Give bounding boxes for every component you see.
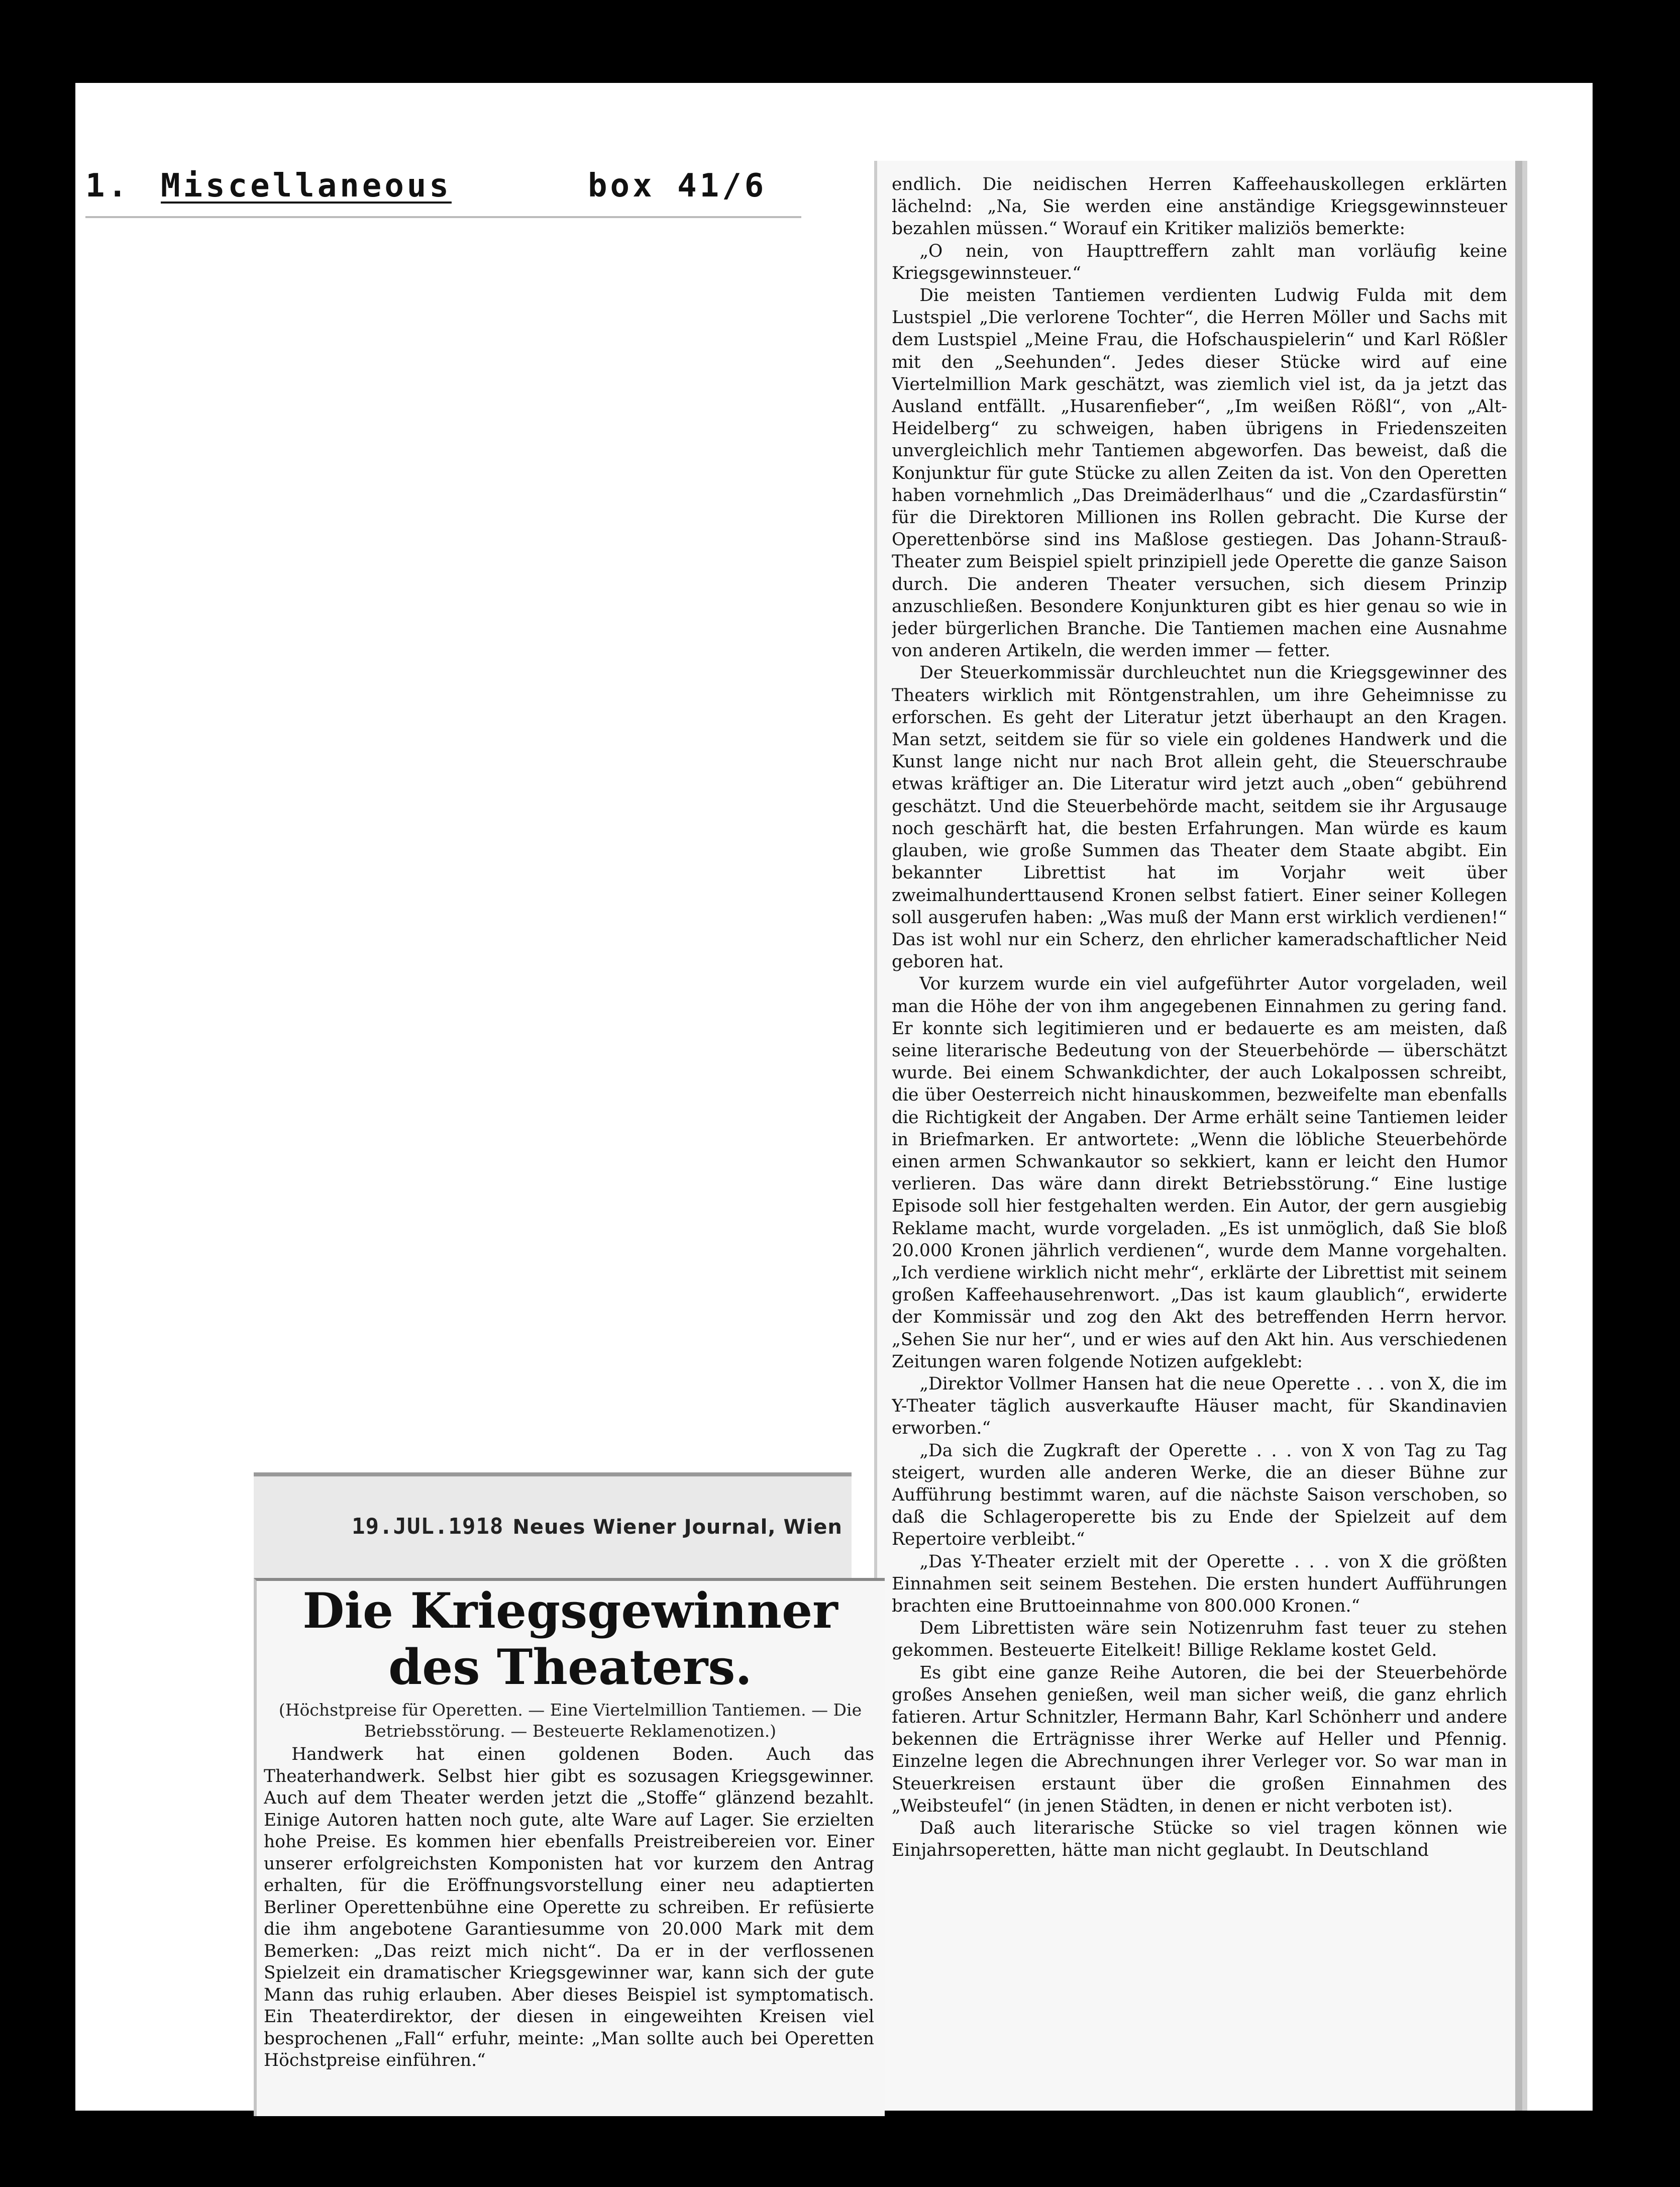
stamp-source: Neues Wiener Journal, Wien xyxy=(512,1516,843,1539)
article-right-column xyxy=(892,173,1507,2103)
paragraph: „O nein, von Haupttreffern zahlt man vorläufig keine Kriegsgewinnsteuer.“ xyxy=(892,241,1507,283)
box-label: box 41/6 xyxy=(588,167,767,205)
paragraph: endlich. Die neidischen Herren Kaffeehauskollegen erklärten lächelnd: „Na, Sie werden eine anständige Kriegsgewinnsteuer bezahlen müssen.“ Worauf ein Kritiker maliziös bemerkte: xyxy=(892,174,1507,239)
item-number: 1. xyxy=(85,167,131,205)
archive-label xyxy=(85,156,801,218)
paragraph: Handwerk hat einen goldenen Boden. Auch das Theaterhandwerk. Selbst hier gibt es sozusagen Kriegsgewinner. Auch auf dem Theater werden jetzt die „Stoffe“ glänzend bezahlt. Einige Autoren hatten noch gute, alte Ware auf Lager. Sie erzielten hohe Preise. Es kommen hier ebenfalls Preistreibereien vor. Einer unserer erfolgreichsten Komponisten hat vor kurzem den Antrag erhalten, für die Eröffnungsvorstellung einer neu adaptierten Berliner Operettenbühne eine Operette zu schreiben. Er refüsierte die ihm angebotene Garantiesumme von 20.000 Mark mit dem Bemerken: „Das reizt mich nicht“. Da er in der verflossenen Spielzeit ein dramatischer Kriegsgewinner war, kann sich der gute Mann das ruhig erlauben. Aber dieses Beispiel ist symptomatisch. Ein Theaterdirektor, der diesen in eingeweihten Kreisen viel besprochenen „Fall“ erfuhr, meinte: „Man sollte auch bei Operetten Höchstpreise einführen.“ xyxy=(264,1744,874,2070)
stamp-date: 19.JUL.1918 xyxy=(352,1514,504,1539)
article-subheadline: (Höchstpreise für Operetten. — Eine Viertelmillion Tantiemen. — Die Betriebsstörung. — Besteuerte Reklamenotizen.) xyxy=(278,1700,862,1741)
article-headline: Die Kriegsgewinner des Theaters. xyxy=(302,1582,838,1696)
paragraph: Die meisten Tantiemen verdienten Ludwig Fulda mit dem Lustspiel „Die verlorene Tochter“, die Herren Möller und Sachs mit dem Lustspiel „Meine Frau, die Hofschauspielerin“ und Karl Rößler mit den „Seehunden“. Jedes dieser Stücke wird auf eine Viertelmillion Mark geschätzt, was ziemlich viel ist, da ja jetzt das Ausland entfällt. „Husarenfieber“, „Im weißen Rößl“, von „Alt-Heidelberg“ zu schweigen, haben übrigens in Friedenszeiten unvergleichlich mehr Tantiemen abgeworfen. Das beweist, daß die Konjunktur für gute Stücke zu allen Zeiten da ist. Von den Operetten haben vornehmlich „Das Dreimäderlhaus“ und die „Czardasfürstin“ für die Direktoren Millionen ins Rollen gebracht. Die Kurse der Operettenbörse sind ins Maßlose gestiegen. Das Johann-Strauß-Theater zum Beispiel spielt prinzipiell jede Operette die ganze Saison durch. Die anderen Theater versuchen, sich diesem Prinzip anzuschließen. Besondere Konjunkturen gibt es hier genau so wie in jeder bürgerlichen Branche. Die Tantiemen machen eine Ausnahme von anderen Artikeln, die werden immer — fetter. xyxy=(892,285,1507,661)
clipping-stamp xyxy=(352,1514,843,1539)
category-label: Miscellaneous xyxy=(161,167,452,205)
paragraph: Daß auch literarische Stücke so viel tragen können wie Einjahrsoperetten, hätte man nicht geglaubt. In Deutschland xyxy=(892,1818,1507,1861)
article-left-column xyxy=(264,1744,874,2111)
paragraph: „Das Y-Theater erzielt mit der Operette . . . von X die größten Einnahmen seit seinem Bestehen. Die ersten hundert Aufführungen brachten eine Bruttoeinnahme von 800.000 Kronen.“ xyxy=(892,1551,1507,1616)
paragraph: Vor kurzem wurde ein viel aufgeführter Autor vorgeladen, weil man die Höhe der von ihm angegebenen Einnahmen zu gering fand. Er konnte sich legitimieren und er bedauerte es am meisten, daß seine literarische Bedeutung von der Steuerbehörde — überschätzt wurde. Bei einem Schwankdichter, der auch Lokalpossen schreibt, die über Oesterreich nicht hinauskommen, bezweifelte man ebenfalls die Richtigkeit der Angaben. Der Arme erhält seine Tantiemen leider in Briefmarken. Er antwortete: „Wenn die löbliche Steuerbehörde einen armen Schwankautor so sekkiert, kann er leicht den Humor verlieren. Das wäre dann direkt Betriebsstörung.“ Eine lustige Episode soll hier festgehalten werden. Ein Autor, der gern ausgiebig Reklame macht, wurde vorgeladen. „Es ist unmöglich, daß Sie bloß 20.000 Kronen jährlich verdienen“, wurde dem Manne vorgehalten. „Ich verdiene wirklich nicht mehr“, erklärte der Librettist mit seinem großen Kaffeehausehrenwort. „Das ist kaum glaublich“, erwiderte der Kommissär und zog den Akt des betreffenden Herrn hervor. „Sehen Sie nur her“, und er wies auf den Akt hin. Aus verschiedenen Zeitungen waren folgende Notizen aufgeklebt: xyxy=(892,974,1507,1372)
paragraph: „Da sich die Zugkraft der Operette . . . von X von Tag zu Tag steigert, wurden alle anderen Werke, die an dieser Bühne zur Aufführung bestimmt waren, auf die nächste Saison verschoben, so daß die Schlageroperette bis zu Ende der Spielzeit auf dem Repertoire verbleibt.“ xyxy=(892,1440,1507,1550)
paragraph: „Direktor Vollmer Hansen hat die neue Operette . . . von X, die im Y-Theater täglich ausverkaufte Häuser macht, für Skandinavien erworben.“ xyxy=(892,1373,1507,1439)
paragraph: Dem Librettisten wäre sein Notizenruhm fast teuer zu stehen gekommen. Besteuerte Eitelkeit! Billige Reklame kostet Geld. xyxy=(892,1618,1507,1661)
paragraph: Es gibt eine ganze Reihe Autoren, die bei der Steuerbehörde großes Ansehen genießen, weil man sicher weiß, die ganz ehrlich fatieren. Artur Schnitzler, Hermann Bahr, Karl Schönherr und andere bekennen die Erträgnisse ihrer Werke auf Heller und Pfennig. Einzelne legen die Abrechnungen ihrer Verleger vor. So war man in Steuerkreisen erstaunt über die großen Einnahmen des „Weibsteufel“ (in jenen Städten, in denen er nicht verboten ist). xyxy=(892,1662,1507,1816)
paragraph: Der Steuerkommissär durchleuchtet nun die Kriegsgewinner des Theaters wirklich mit Röntgenstrahlen, um ihre Geheimnisse zu erforschen. Es geht der Literatur jetzt überhaupt an den Kragen. Man setzt, seitdem sie für so viele ein goldenes Handwerk und die Kunst lange nicht nur nach Brot allein geht, die Steuerschraube etwas kräftiger an. Die Literatur wird jetzt auch „oben“ gebührend geschätzt. Und die Steuerbehörde macht, seitdem sie ihr Argusauge noch geschärft hat, die besten Erfahrungen. Man würde es kaum glauben, wie große Summen das Theater dem Staate abgibt. Ein bekannter Librettist hat im Vorjahr weit über zweimalhunderttausend Kronen selbst fatiert. Einer seiner Kollegen soll ausgerufen haben: „Was muß der Mann erst wirklich verdienen!“ Das ist wohl nur ein Scherz, den ehrlicher kameradschaftlicher Neid geboren hat. xyxy=(892,663,1507,972)
